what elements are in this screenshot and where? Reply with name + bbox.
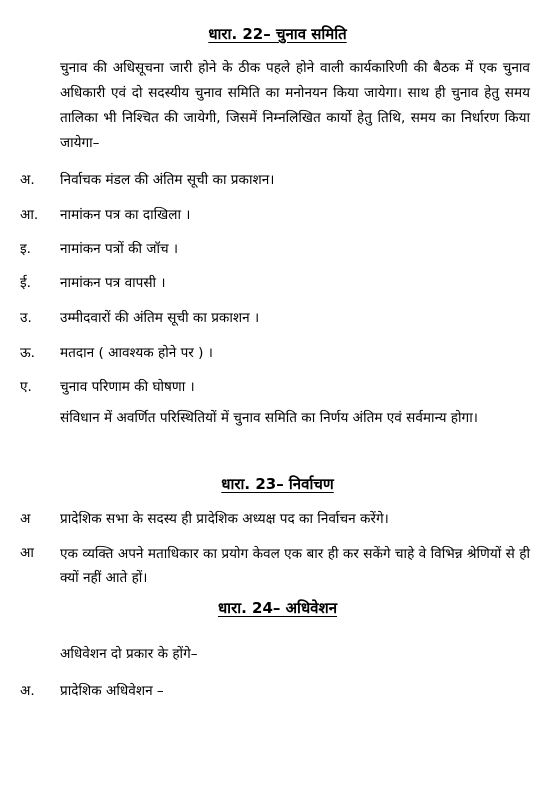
list-item-text: प्रादेशिक सभा के सदस्य ही प्रादेशिक अध्यक्ष पद का निर्वाचन करेंगे।: [60, 511, 389, 527]
list-marker: ई.: [20, 275, 31, 291]
list-marker: अ.: [20, 172, 35, 188]
section-23-heading: धारा. 23– निर्वाचण: [221, 475, 334, 493]
list-item-text: एक व्यक्ति अपने मताधिकार का प्रयोग केवल एक बार ही कर सकेंगे चाहे वे विभिन्न श्रेणियों से ही क्यों नहीं आते हों।: [60, 546, 530, 586]
list-marker: इ.: [20, 241, 31, 257]
section-22-heading: धारा. 22– चुनाव समिति: [208, 25, 347, 43]
list-marker: ए.: [20, 379, 32, 395]
list-item-text: निर्वाचक मंडल की अंतिम सूची का प्रकाशन।: [60, 172, 275, 188]
list-marker: आ: [20, 545, 34, 561]
list-marker: उ.: [20, 310, 32, 326]
list-marker: ऊ.: [20, 345, 35, 361]
list-marker: आ.: [20, 207, 39, 223]
section-22-intro: चुनाव की अधिसूचना जारी होने के ठीक पहले होने वाली कार्यकारिणी की बैठक में एक चुनाव अधिकारी एवं दो सदस्यीय चुनाव समिति का मनोनयन किया जायेगा। साथ ही चुनाव हेतु समय तालिका भी निश्चित की जायेगी, जिसमें निम्नलिखित कार्यो हेतु तिथि, समय का निर्धारण किया जायेगा–: [60, 60, 530, 151]
list-item-text: नामांकन पत्रों की जॉच ।: [60, 241, 179, 257]
list-marker: अ: [20, 511, 31, 527]
list-item-text: नामांकन पत्र का दाखिला ।: [60, 207, 191, 223]
list-item-text: चुनाव परिणाम की घोषणा ।: [60, 379, 195, 395]
list-item-text: मतदान ( आवश्यक होने पर ) ।: [60, 345, 213, 361]
list-item-text: प्रादेशिक अधिवेशन –: [60, 683, 164, 699]
section-24-heading: धारा. 24– अधिवेशन: [217, 599, 338, 617]
section-24-intro: अधिवेशन दो प्रकार के होंगे–: [60, 646, 198, 662]
list-item-text: नामांकन पत्र वापसी ।: [60, 275, 166, 291]
list-marker: अ.: [20, 683, 35, 699]
section-22-closing: संविधान में अवर्णित परिस्थितियों में चुनाव समिति का निर्णय अंतिम एवं सर्वमान्य होगा।: [60, 410, 478, 426]
list-item-text: उम्मीदवारों की अंतिम सूची का प्रकाशन ।: [60, 310, 260, 326]
